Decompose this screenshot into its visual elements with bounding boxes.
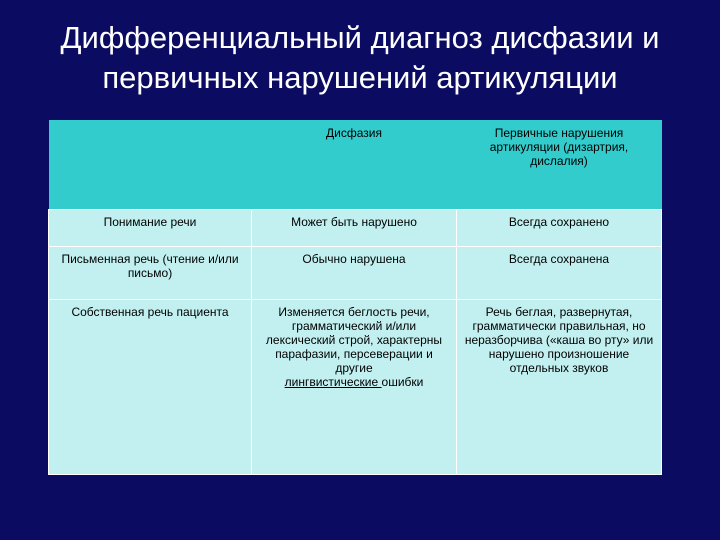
dysphasia-cell [252, 210, 457, 247]
slide-title [20, 18, 700, 98]
header-dysphasia-label: Дисфазия [326, 126, 382, 140]
slide-title-line-2: первичных нарушений артикуляции [102, 60, 618, 95]
table-row [49, 247, 662, 300]
articulation-cell [457, 210, 662, 247]
row-label-cell [49, 247, 252, 300]
row-label: Собственная речь пациента [71, 305, 229, 319]
comparison-table [48, 120, 662, 475]
dysphasia-tail-text: ошибки [381, 375, 424, 389]
header-cell-dysphasia [252, 120, 457, 210]
articulation-value: Всегда сохранена [508, 252, 610, 266]
dysphasia-text: Изменяется беглость речи, грамматический и/или лексический строй, характерны парафазии, персеверации и другие [265, 305, 443, 375]
dysphasia-value: Может быть нарушено [291, 215, 417, 229]
articulation-value: Всегда сохранено [508, 215, 610, 229]
dysphasia-value: Обычно нарушена [302, 252, 406, 266]
articulation-cell [457, 300, 662, 475]
slide-title-line-1: Дифференциальный диагноз дисфазии и [60, 20, 660, 55]
row-label: Понимание речи [103, 215, 197, 229]
row-label-cell [49, 210, 252, 247]
table-header-row [49, 120, 662, 210]
dysphasia-underlined-text: лингвистические [284, 375, 382, 389]
table-row [49, 210, 662, 247]
header-cell-empty [49, 120, 252, 210]
table-row [49, 300, 662, 475]
header-cell-articulation [457, 120, 662, 210]
dysphasia-cell [252, 247, 457, 300]
header-articulation-label: Первичные нарушения артикуляции (дизартрия, дислалия) [489, 126, 629, 168]
articulation-cell [457, 247, 662, 300]
row-label-cell [49, 300, 252, 475]
dysphasia-cell [252, 300, 457, 475]
row-label: Письменная речь (чтение и/или письмо) [61, 252, 239, 280]
articulation-value: Речь беглая, развернутая, грамматически правильная, но неразборчива («каша во рту» или нарушено произношение отдельных звуков [464, 305, 654, 375]
dysphasia-value [252, 300, 456, 389]
